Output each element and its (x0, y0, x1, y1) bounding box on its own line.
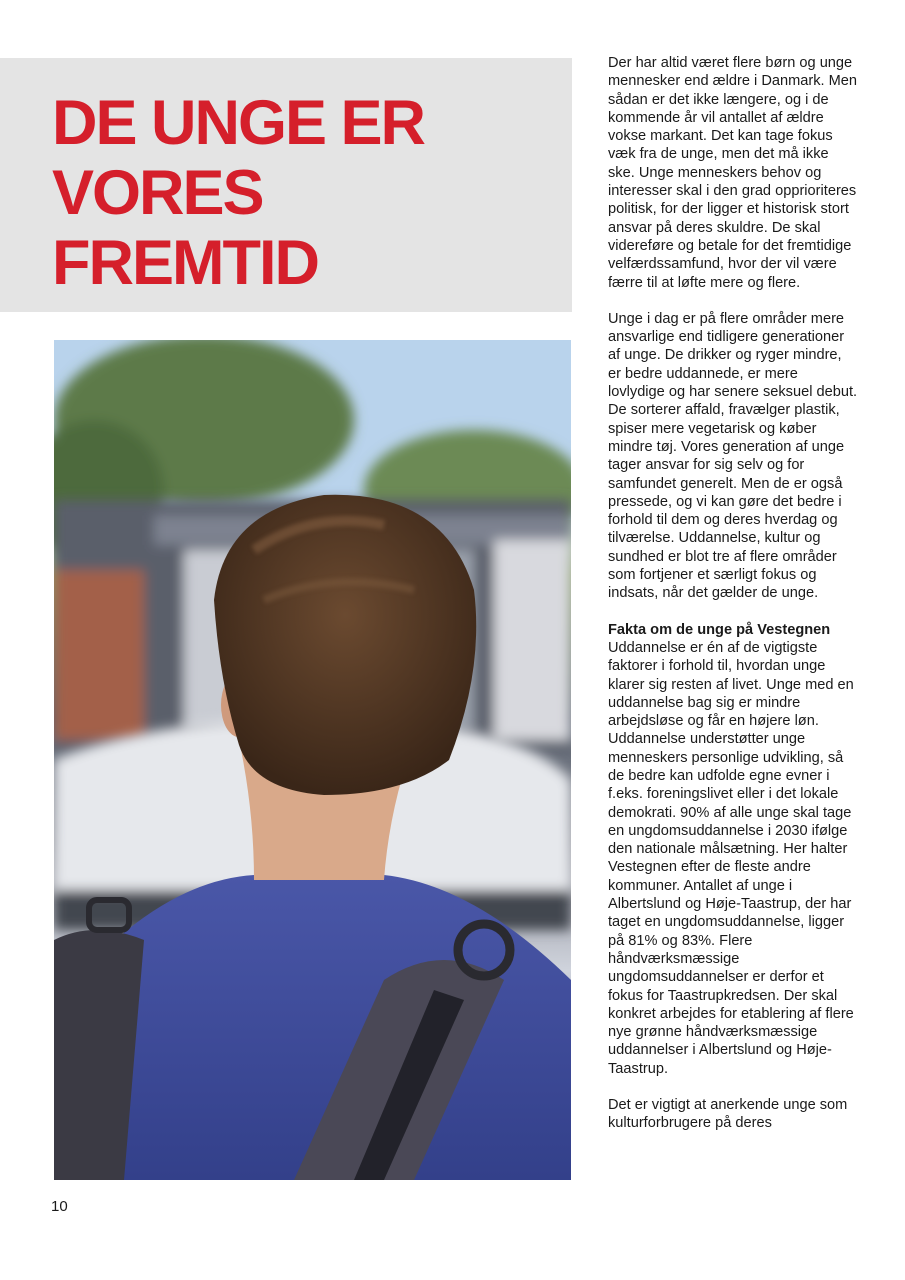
paragraph-responsibility: Unge i dag er på flere områder mere ansvarlige end tidligere generationer af unge. De drikker og ryger mindre, er bedre uddannede, er mere lovlydige og har senere seksuel debut. De sorterer affald, fravælger plastik, spiser mere vegetarisk og køber mindre tøj. Vores generation af unge tager ansvar for sig selv og for samfundet generelt. Men de er også pressede, og vi kan gøre det bedre i forhold til dem og deres hverdag og tilværelse. Uddannelse, kultur og sundhed er blot tre af flere områder som fortjener et særligt fokus og indsats, når det gælder de unge. (608, 310, 858, 602)
section-heading-facts: Fakta om de unge på Vestegnen (608, 621, 831, 638)
paragraph-intro: Der har altid været flere børn og unge mennesker end ældre i Danmark. Men sådan er det ikke længere, og i de kommende år vil antallet af ældre vokse markant. Det kan tage fokus væk fra de unge, men det må ikke ske. Unge menneskers behov og interesser skal i den grad opprioriteres politisk, for der ligger et historisk stort ansvar på deres skuldre. De skal videreføre og betale for det fremtidige velfærdssamfund, hvor der vil være færre til at løfte mere og flere. (608, 55, 858, 291)
body-text-column (608, 54, 858, 1151)
title-line-2: VORES (52, 158, 263, 228)
title-line-1: DE UNGE ER (52, 88, 425, 158)
photo-young-person-back-view (54, 340, 571, 1180)
page-number: 10 (51, 1198, 68, 1215)
paragraph-culture: Det er vigtigt at anerkende unge som kulturforbrugere på deres (608, 1097, 848, 1132)
page-title (52, 88, 424, 298)
photo-illustration (54, 340, 571, 1180)
paragraph-education-facts: Uddannelse er én af de vigtigste faktorer i forhold til, hvordan unge klarer sig resten af livet. Unge med en uddannelse bag sig er mindre arbejdsløse og får en højere løn. Uddannelse understøtter unge menneskers personlige udvikling, så de bedre kan udfolde egne evner i f.eks. foreningslivet eller i det lokale demokrati. 90% af alle unge skal tage en ungdomsuddannelse i 2030 ifølge den nationale målsætning. Her halter Vestegnen efter de fleste andre kommuner. Antallet af unge i Albertslund og Høje-Taastrup, der har taget en ungdomsuddannelse, ligger på 81% og 83%. Flere håndværksmæssige ungdomsuddannelser er derfor et fokus for Taastrupkredsen. Der skal konkret arbejdes for etablering af flere nye grønne håndværksmæssige uddannelser i Albertslund og Høje-Taastrup. (608, 639, 854, 1077)
title-line-3: FREMTID (52, 228, 318, 298)
